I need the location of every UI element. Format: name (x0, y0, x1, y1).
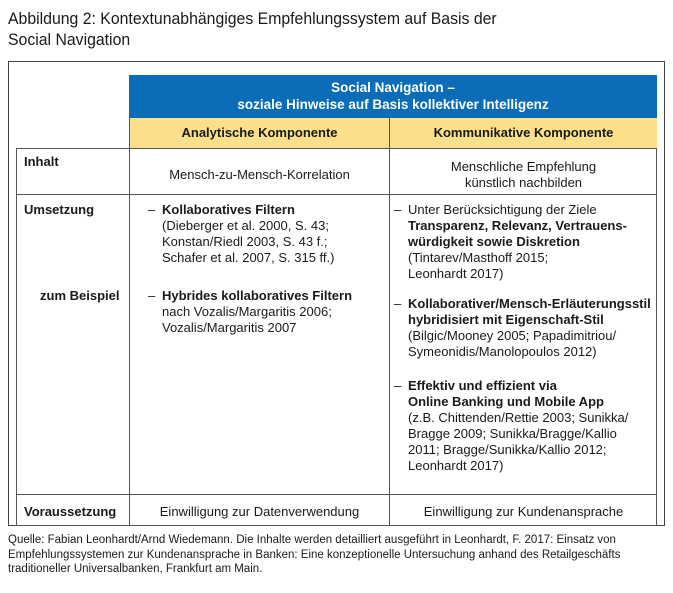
entry-line: (Tintarev/Masthoff 2015; (408, 250, 549, 265)
entry-heading: Effektiv und effizient via (408, 378, 557, 393)
dash-bullet: – (148, 288, 156, 303)
entry-line: (Dieberger et al. 2000, S. 43; (162, 218, 329, 233)
column-header-kommunikativ: Kommunikative Komponente (389, 118, 657, 148)
list-item (394, 296, 656, 360)
row-divider (16, 194, 657, 195)
entry-line: 2011; Bragge/Sunikka/Kallio 2012; (408, 442, 607, 457)
column-divider (129, 148, 130, 526)
cell-inhalt-kommunikativ-line-2: künstlich nachbilden (464, 175, 583, 190)
row-label-umsetzung: Umsetzung (24, 202, 95, 217)
entry-line: Vozalis/Margaritis 2007 (162, 320, 297, 335)
source-line-1: Quelle: Fabian Leonhardt/Arnd Wiedemann. Die Inhalte werden detailliert ausgeführt in Leonhardt, F. 2017: Einsatz von (8, 534, 616, 546)
cell-inhalt-analytisch: Mensch-zu-Mensch-Korrelation (169, 167, 350, 182)
entry-heading: Kollaborativer/Mensch-Erläuterungsstil (408, 296, 651, 311)
source-line-2: Empfehlungssystemen zur Kundenansprache in Banken: Eine konzeptionelle Untersuchung anhand des Retailgeschäfts (8, 548, 621, 561)
dash-bullet: – (394, 202, 402, 217)
figure-title-line-2: Social Navigation (8, 30, 131, 49)
figure-title-line-1: Abbildung 2: Kontextunabhängiges Empfehlungssystem auf Basis der (8, 9, 497, 28)
entry-line: nach Vozalis/Margaritis 2006; (162, 304, 332, 319)
entry-line: Konstan/Riedl 2003, S. 43 f.; (162, 234, 328, 249)
banner-line-1: Social Navigation – (331, 80, 455, 95)
entry-intro: Unter Berücksichtigung der Ziele (408, 202, 597, 217)
list-item (394, 378, 656, 474)
table-banner (129, 75, 657, 118)
figure-title (8, 8, 613, 50)
source-line-3: traditioneller Universalbanken, Frankfurt am Main. (8, 563, 263, 575)
entry-heading: hybridisiert mit Eigenschaft-Stil (408, 312, 604, 327)
entry-heading: Transparenz, Relevanz, Vertrauens- (408, 218, 627, 233)
entry-line: Schafer et al. 2007, S. 315 ff.) (162, 250, 335, 265)
entry-heading: Hybrides kollaboratives Filtern (162, 288, 353, 303)
cell-voraussetzung-analytisch: Einwilligung zur Datenverwendung (159, 504, 360, 519)
dash-bullet: – (394, 378, 402, 393)
cell-inhalt-kommunikativ-line-1: Menschliche Empfehlung (450, 159, 597, 174)
entry-line: Leonhardt 2017) (408, 266, 504, 281)
source-note (8, 533, 668, 577)
dash-bullet: – (148, 202, 156, 217)
column-header-analytisch: Analytische Komponente (129, 118, 389, 148)
row-divider (16, 494, 657, 495)
list-item (148, 288, 386, 336)
entry-heading: Online Banking und Mobile App (408, 394, 604, 409)
entry-line: Bragge 2009; Sunikka/Bragge/Kallio (408, 426, 617, 441)
entry-line: (Bilgic/Mooney 2005; Papadimitriou/ (408, 328, 617, 343)
row-label-voraussetzung: Voraussetzung (24, 504, 117, 519)
row-label-inhalt: Inhalt (24, 154, 59, 169)
cell-voraussetzung-kommunikativ: Einwilligung zur Kundenansprache (423, 504, 624, 519)
banner-line-2: soziale Hinweise auf Basis kollektiver Intelligenz (237, 97, 549, 112)
entry-line: Symeonidis/Manolopoulos 2012) (408, 344, 597, 359)
entry-heading: würdigkeit sowie Diskretion (408, 234, 580, 249)
cell-inhalt-kommunikativ (390, 159, 657, 191)
list-item (148, 202, 386, 266)
row-sublabel-zum-beispiel: zum Beispiel (40, 288, 120, 303)
list-item (394, 202, 656, 282)
entry-heading: Kollaboratives Filtern (162, 202, 295, 217)
dash-bullet: – (394, 296, 402, 311)
entry-line: Leonhardt 2017) (408, 458, 504, 473)
entry-line: (z.B. Chittenden/Rettie 2003; Sunikka/ (408, 410, 629, 425)
